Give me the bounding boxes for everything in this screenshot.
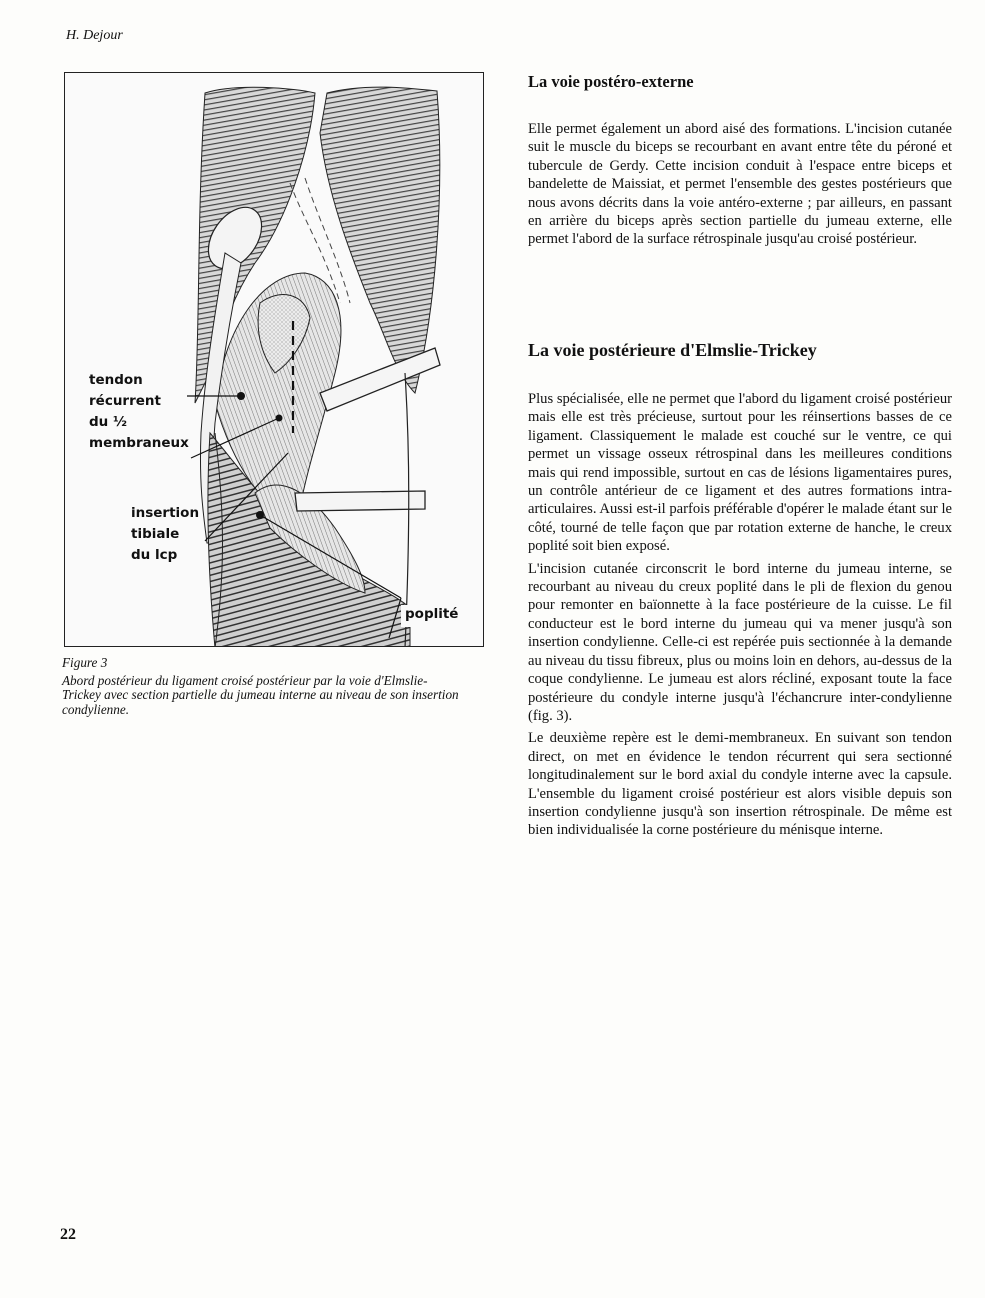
caption-title: Figure 3 — [62, 655, 108, 670]
paragraph: L'incision cutanée circonscrit le bord interne du jumeau interne, se recourbant au niveau du creux poplité dans le pli de flexion du genou pour remonter en baïonnette à la face postérieure de la cuisse. Le fil conducteur est le bord interne du jumeau qui va mener jusqu'à son insertion condylienne. Celle-ci est repérée puis sectionnée à la demande au niveau du tissu fibreux, plus ou moins loin en dehors, au-dessus de la coque condylienne. Le jumeau est alors récliné, exposant toute la face postérieure du condyle interne jusqu'à l'échancrure inter-condylienne (fig. 3). — [528, 560, 952, 724]
section-body-elmslie-trickey — [528, 390, 952, 840]
page-number: 22 — [60, 1226, 76, 1243]
section-title-postero-externe: La voie postéro-externe — [528, 72, 694, 91]
paragraph: Le deuxième repère est le demi-membraneux. En suivant son tendon direct, on met en évidence le tendon récurrent qui sera sectionné longitudinalement sur le bord axial du condyle interne avec la capsule. L'ensemble du ligament croisé postérieur est alors visible depuis son insertion condylienne jusqu'à son insertion rétrospinale. De même est bien individualisée la corne postérieure du ménisque interne. — [528, 730, 952, 839]
label-poplite: poplité — [405, 606, 459, 622]
paragraph: Elle permet également un abord aisé des formations. L'incision cutanée suit le muscle du biceps se recourbant en avant entre tête du péroné et tubercule de Gerdy. Cette incision conduit à l'espace entre biceps et bandelette de Maissiat, et permet l'ensemble des gestes postérieurs que nous avons décrits dans la voie antéro-externe ; par ailleurs, en passant en arrière du biceps après section partielle du jumeau externe, elle permet l'abord de la surface rétrospinale jusqu'au croisé postérieur. — [528, 121, 952, 248]
label-insertion-tibiale: insertion tibiale du lcp — [131, 505, 200, 563]
running-head: H. Dejour — [66, 28, 123, 43]
caption-text: Abord postérieur du ligament croisé postérieur par la voie d'Elmslie-Trickey avec section partielle du jumeau interne au niveau de son insertion condylienne. — [62, 672, 459, 717]
section-title-elmslie-trickey: La voie postérieure d'Elmslie-Trickey — [528, 340, 817, 360]
figure-3 — [64, 72, 484, 647]
section-body-postero-externe — [528, 120, 952, 249]
figure-caption — [62, 656, 462, 717]
paragraph: Plus spécialisée, elle ne permet que l'abord du ligament croisé postérieur mais elle est très précieuse, surtout pour les réinsertions basses de ce ligament. Classiquement le malade est couché sur le ventre, ce qui permet un vissage osseux rétrospinal dans les meilleures conditions mais qui rend impossible, surtout en cas de lésions ligamentaires pures, un contrôle antérieur de ce ligament et des autres formations intra-articulaires. Aussi est-il parfois préférable d'opérer le malade étant sur le côté, tourné de telle façon que par rotation externe de hanche, le creux poplité soit bien exposé. — [528, 391, 952, 555]
label-tendon-recurrent: tendon récurrent du ½ membraneux — [89, 372, 189, 451]
knee-illustration — [65, 73, 484, 647]
